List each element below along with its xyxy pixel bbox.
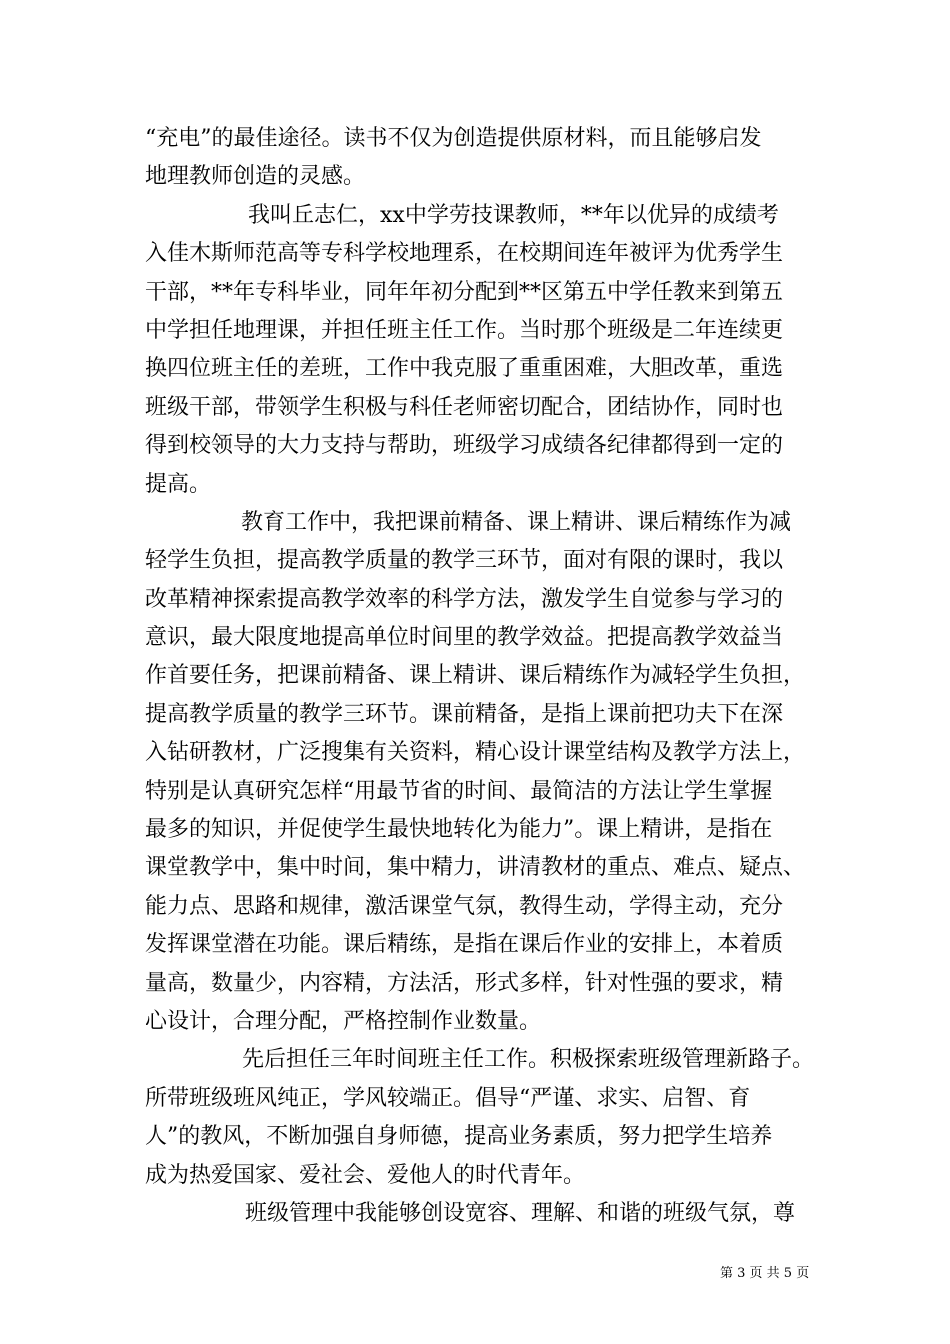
text-line: 量高，数量少，内容精，方法活，形式多样，针对性强的要求，精 [145,970,784,996]
text-line: 最多的知识，并促使学生最快地转化为能力”。课上精讲，是指在 [145,817,773,843]
text-line: 人”的教风，不断加强自身师德，提高业务素质，努力把学生培养 [145,1124,773,1150]
text-line: 干部，**年专科毕业，同年年初分配到**区第五中学任教来到第五 [145,279,784,305]
text-line: 所带班级班风纯正，学风较端正。倡导“严谨、求实、启智、育 [145,1085,751,1111]
paragraph-start-line: 先后担任三年时间班主任工作。积极探索班级管理新路子。 [242,1047,815,1073]
text-line: 地理教师创造的灵感。 [145,164,366,190]
text-line: 入佳木斯师范高等专科学校地理系，在校期间连年被评为优秀学生 [145,241,784,267]
paragraph-start-line: 班级管理中我能够创设宽容、理解、和谐的班级气氛，尊 [245,1200,796,1226]
text-line: 意识，最大限度地提高单位时间里的教学效益。把提高教学效益当 [145,625,784,651]
text-line: 特别是认真研究怎样“用最节省的时间、最简洁的方法让学生掌握 [145,778,773,804]
text-line: 能力点、思路和规律，激活课堂气氛，教得生动，学得主动，充分 [145,893,784,919]
text-line: 作首要任务，把课前精备、课上精讲、课后精练作为减轻学生负担， [145,663,806,689]
paragraph-start-line: 我叫丘志仁，xx中学劳技课教师，**年以优异的成绩考 [248,202,779,228]
text-line: 中学担任地理课，并担任班主任工作。当时那个班级是二年连续更 [145,317,784,343]
text-line: “充电”的最佳途径。读书不仅为创造提供原材料，而且能够启发 [145,126,762,151]
text-line: 发挥课堂潜在功能。课后精练，是指在课后作业的安排上，本着质 [145,932,784,958]
text-line: 轻学生负担，提高教学质量的教学三环节，面对有限的课时，我以 [145,548,784,574]
text-line: 班级干部，带领学生积极与科任老师密切配合，团结协作，同时也 [145,394,784,420]
text-line: 换四位班主任的差班，工作中我克服了重重困难，大胆改革，重选 [145,356,784,382]
text-line: 入钻研教材，广泛搜集有关资料，精心设计课堂结构及教学方法上， [145,740,806,766]
text-line: 心设计，合理分配，严格控制作业数量。 [145,1008,542,1034]
page-number-footer: 第 3 页 共 5 页 [720,1266,810,1281]
text-line: 成为热爱国家、爱社会、爱他人的时代青年。 [145,1162,586,1188]
text-line: 提高。 [145,471,212,497]
text-line: 得到校领导的大力支持与帮助，班级学习成绩各纪律都得到一定的 [145,433,784,459]
text-line: 课堂教学中，集中时间，集中精力，讲清教材的重点、难点、疑点、 [145,855,806,881]
body-text [145,120,820,1233]
text-line: 改革精神探索提高教学效率的科学方法，激发学生自觉参与学习的 [145,586,784,612]
paragraph-start-line: 教育工作中，我把课前精备、课上精讲、课后精练作为减 [241,509,792,535]
text-line: 提高教学质量的教学三环节。课前精备，是指上课前把功夫下在深 [145,701,784,727]
